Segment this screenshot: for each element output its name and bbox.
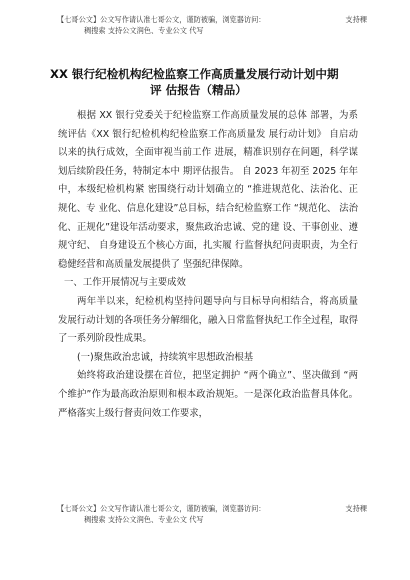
footer-notice-tail: 支持稞 — [345, 504, 367, 513]
header-notice-tail: 支持稞 — [345, 15, 367, 24]
document-title — [50, 66, 360, 98]
section-heading-1: 一、工作开展情况与主要成效 — [64, 277, 186, 289]
footer-notice-line2: 稠搜索 支持公文润色、专业公文 代写 — [84, 515, 204, 524]
document-body — [58, 107, 358, 423]
body-paragraph-intro: 根据 XX 银行党委关于纪检监察工作高质量发展的总体 部署，为系统评估《XX 银行纪检机构纪检监察工作高质量发 展行动计划》 自启动以来的执行成效，全面审视当前工作 进展，精准识别存在问题，科学谋划后续阶段任务，特制定本中 期评估报告。 自 2023 年初至 2025 年年中，本级纪检机构紧 密围绕行动计划确立的 “推进规范化、法治化、正规化、专 业化、信息化建设”总目标，结合纪检监察工作 “规范化、 法治化、正规化”建设年活动要求，聚焦政治忠诚、党的建 设、干事创业、遵规守纪、 自身建设五个核心方面，扎实履 行监督执纪问责职责，为全行稳健经营和高质量发展提供了 坚强纪律保障。 — [58, 110, 358, 270]
title-line-1: XX 银行纪检机构纪检监察工作高质量发展行动计划中期 — [50, 67, 339, 81]
body-paragraph-2: 两年半以来，纪检机构坚持问题导向与目标导向相结合，将高质量发展行动计划的各项任务分解细化，融入日常监督执纪工作全过程，取得了一系列阶段性成果。 — [58, 295, 359, 345]
header-notice-line2: 稠搜索 支持公文润色、专业公文 代写 — [84, 26, 204, 35]
subsection-heading-1: (一)聚焦政治忠诚，持续筑牢思想政治根基 — [77, 351, 254, 363]
footer-notice-text: 【七哥公文】公文写作请认准七哥公文，谨防被骗，浏览器访问： — [57, 504, 266, 513]
header-notice-text: 【七哥公文】公文写作请认准七哥公文，谨防被骗，浏览器访问： — [57, 15, 266, 24]
page-footer-watermark — [57, 503, 367, 525]
title-line-2: 评 估报告（精品） — [150, 83, 247, 97]
page-header-watermark — [57, 14, 367, 36]
body-paragraph-3: 始终将政治建设摆在首位，把坚定拥护 “两个确立”、坚决做到 “两个维护”作为最高政治原则和根本政治规矩。一是深化政治监督具体化。严格落实上级行督责问效工作要求， — [58, 370, 358, 419]
